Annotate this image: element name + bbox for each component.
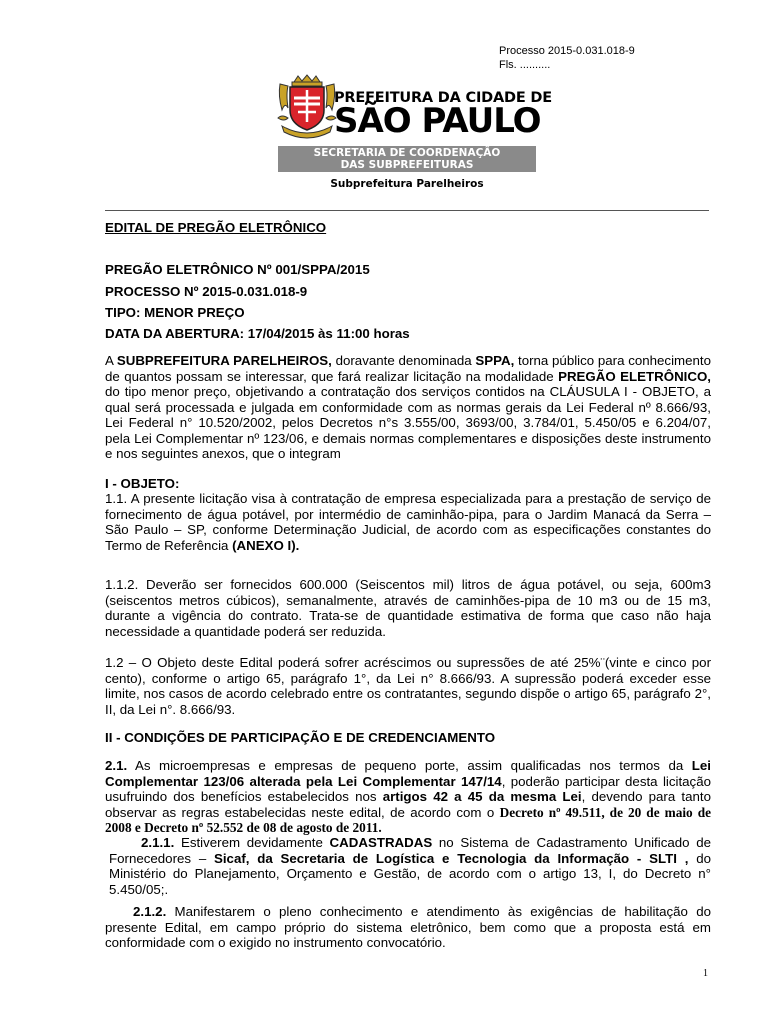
item-2-1-1-registered: CADASTRADAS bbox=[329, 835, 433, 850]
item-2-1-text: , poderão participar desta licitação usufruindo dos benefícios estabelecidos nos bbox=[105, 773, 711, 804]
process-line: PROCESSO Nº 2015-0.031.018-9 bbox=[105, 284, 308, 299]
item-1-1-annex: (ANEXO I). bbox=[232, 537, 300, 553]
item-2-1-2-text: Manifestarem o pleno conhecimento e atendimento às exigências de habilitação do presente Edital, em campo próprio do sistema eletrônico, bem como que a proposta está em conformidade com o exigido no instrumento convocatório. bbox=[105, 904, 711, 950]
item-2-1-text: , devendo para tanto observar as regras estabelecidas neste edital, de acordo com o bbox=[105, 789, 711, 820]
item-2-1-1-text: no Sistema de Cadastramento Unificado de Fornecedores – bbox=[109, 835, 711, 866]
item-2-1-1-number: 2.1.1. bbox=[141, 835, 175, 850]
item-1-1-2: 1.1.2. Deverão ser fornecidos 600.000 (Seiscentos mil) litros de água potável, ou seja, 600m3 (seiscentos metros cúbicos), semanalmente, através de caminhões-pipa de 10 m3 ou de 15 m3, durante a vigência do contrato. Trata-se de quantidade estimativa de forma que caso não haja necessidade a quantidade poderá ser reduzida. bbox=[105, 577, 711, 639]
folio-number: Fls. .......... bbox=[499, 59, 551, 71]
city-hall-logo bbox=[272, 74, 552, 194]
coat-of-arms-icon bbox=[276, 74, 338, 140]
pregao-number: PREGÃO ELETRÔNICO Nº 001/SPPA/2015 bbox=[105, 262, 370, 277]
secretaria-line-1: SECRETARIA DE COORDENAÇÃO bbox=[313, 147, 501, 159]
subprefeitura-name: Subprefeitura Parelheiros bbox=[330, 178, 484, 190]
opening-date: DATA DA ABERTURA: 17/04/2015 às 11:00 horas bbox=[105, 326, 410, 341]
item-2-1-1-sicaf: Sicaf, da Secretaria de Logística e Tecnologia da Informação - SLTI , bbox=[213, 850, 689, 866]
header-divider bbox=[105, 210, 709, 211]
intro-text: doravante denominada bbox=[331, 353, 476, 368]
item-2-1-1-text: Estiverem devidamente bbox=[174, 835, 330, 850]
item-2-1-decree: Decreto nº 49.511, de 20 de maio de 2008 e Decreto nº 52.552 de 08 de agosto de 2011. bbox=[105, 804, 712, 835]
document-title: EDITAL DE PREGÃO ELETRÔNICO bbox=[105, 220, 327, 235]
page-number: 1 bbox=[703, 968, 708, 979]
item-2-1-1-text: do Ministério do Planejamento, Orçamento e Gestão, de acordo com o artigo 13, I, do Decreto n° 5.450/05;. bbox=[109, 850, 711, 897]
secretaria-line-2: DAS SUBPREFEITURAS bbox=[340, 159, 474, 171]
item-2-1-text: As microempresas e empresas de pequeno porte, assim qualificadas nos termos da bbox=[127, 758, 692, 773]
item-2-1-law: Lei Complementar 123/06 alterada pela Lei Complementar 147/14 bbox=[105, 758, 711, 789]
brand-line-2: SÃO PAULO bbox=[334, 101, 541, 141]
process-number: Processo 2015-0.031.018-9 bbox=[499, 45, 635, 57]
intro-modality: PREGÃO ELETRÔNICO, bbox=[558, 368, 712, 384]
intro-text: torna público para conhecimento de quantos possam se interessar, que fará realizar licitação na modalidade bbox=[105, 353, 711, 384]
intro-paragraph bbox=[105, 353, 711, 462]
brand-line-1: PREFEITURA DA CIDADE DE bbox=[334, 90, 552, 106]
item-1-1 bbox=[105, 491, 711, 553]
intro-acronym: SPPA, bbox=[475, 353, 515, 368]
intro-text: A bbox=[105, 353, 117, 368]
item-2-1-number: 2.1. bbox=[105, 758, 128, 773]
item-2-1-2-number: 2.1.2. bbox=[133, 904, 167, 919]
section-2-heading: II - CONDIÇÕES DE PARTICIPAÇÃO E DE CREDENCIAMENTO bbox=[105, 730, 496, 745]
objeto-heading: I - OBJETO: bbox=[105, 476, 180, 491]
process-reference bbox=[499, 44, 635, 72]
item-2-1-articles: artigos 42 a 45 da mesma Lei bbox=[382, 789, 582, 804]
item-1-1-text: 1.1. A presente licitação visa à contratação de empresa especializada para a prestação de serviço de fornecimento de água potável, por intermédio de caminhão-pipa, para o Jardim Manacá da Serra – São Paulo – SP, conforme Determinação Judicial, de acordo com as especificações constantes do Termo de Referência bbox=[105, 491, 711, 553]
item-2-1-1 bbox=[109, 835, 711, 897]
secretaria-band bbox=[278, 146, 536, 172]
item-2-1 bbox=[105, 758, 711, 836]
intro-text: do tipo menor preço, objetivando a contratação dos serviços contidos na CLÁUSULA I - OBJETO, a qual será processada e julgada em conformidade com as normas gerais da Lei Federal nº 8.666/93, Lei Federal n° 10.520/2002, pelos Decretos n°s 3.555/00, 3693/00, 3.784/01, 5.450/05 e 6.204/07, pela Lei Complementar nº 123/06, e demais normas complementares e disposições deste instrumento e nos seguintes anexos, que o integram bbox=[105, 384, 711, 461]
intro-subpref-name: SUBPREFEITURA PARELHEIROS, bbox=[116, 353, 332, 368]
item-1-2: 1.2 – O Objeto deste Edital poderá sofrer acréscimos ou supressões de até 25%¨(vinte e cinco por cento), conforme o artigo 65, parágrafo 1°, da Lei n° 8.666/93. A supressão poderá exceder esse limite, nos casos de acordo celebrado entre os contratantes, segundo dispõe o artigo 65, parágrafo 2°, II, da Lei n°. 8.666/93. bbox=[105, 655, 711, 717]
type-line: TIPO: MENOR PREÇO bbox=[105, 305, 245, 320]
item-2-1-2 bbox=[105, 904, 711, 951]
